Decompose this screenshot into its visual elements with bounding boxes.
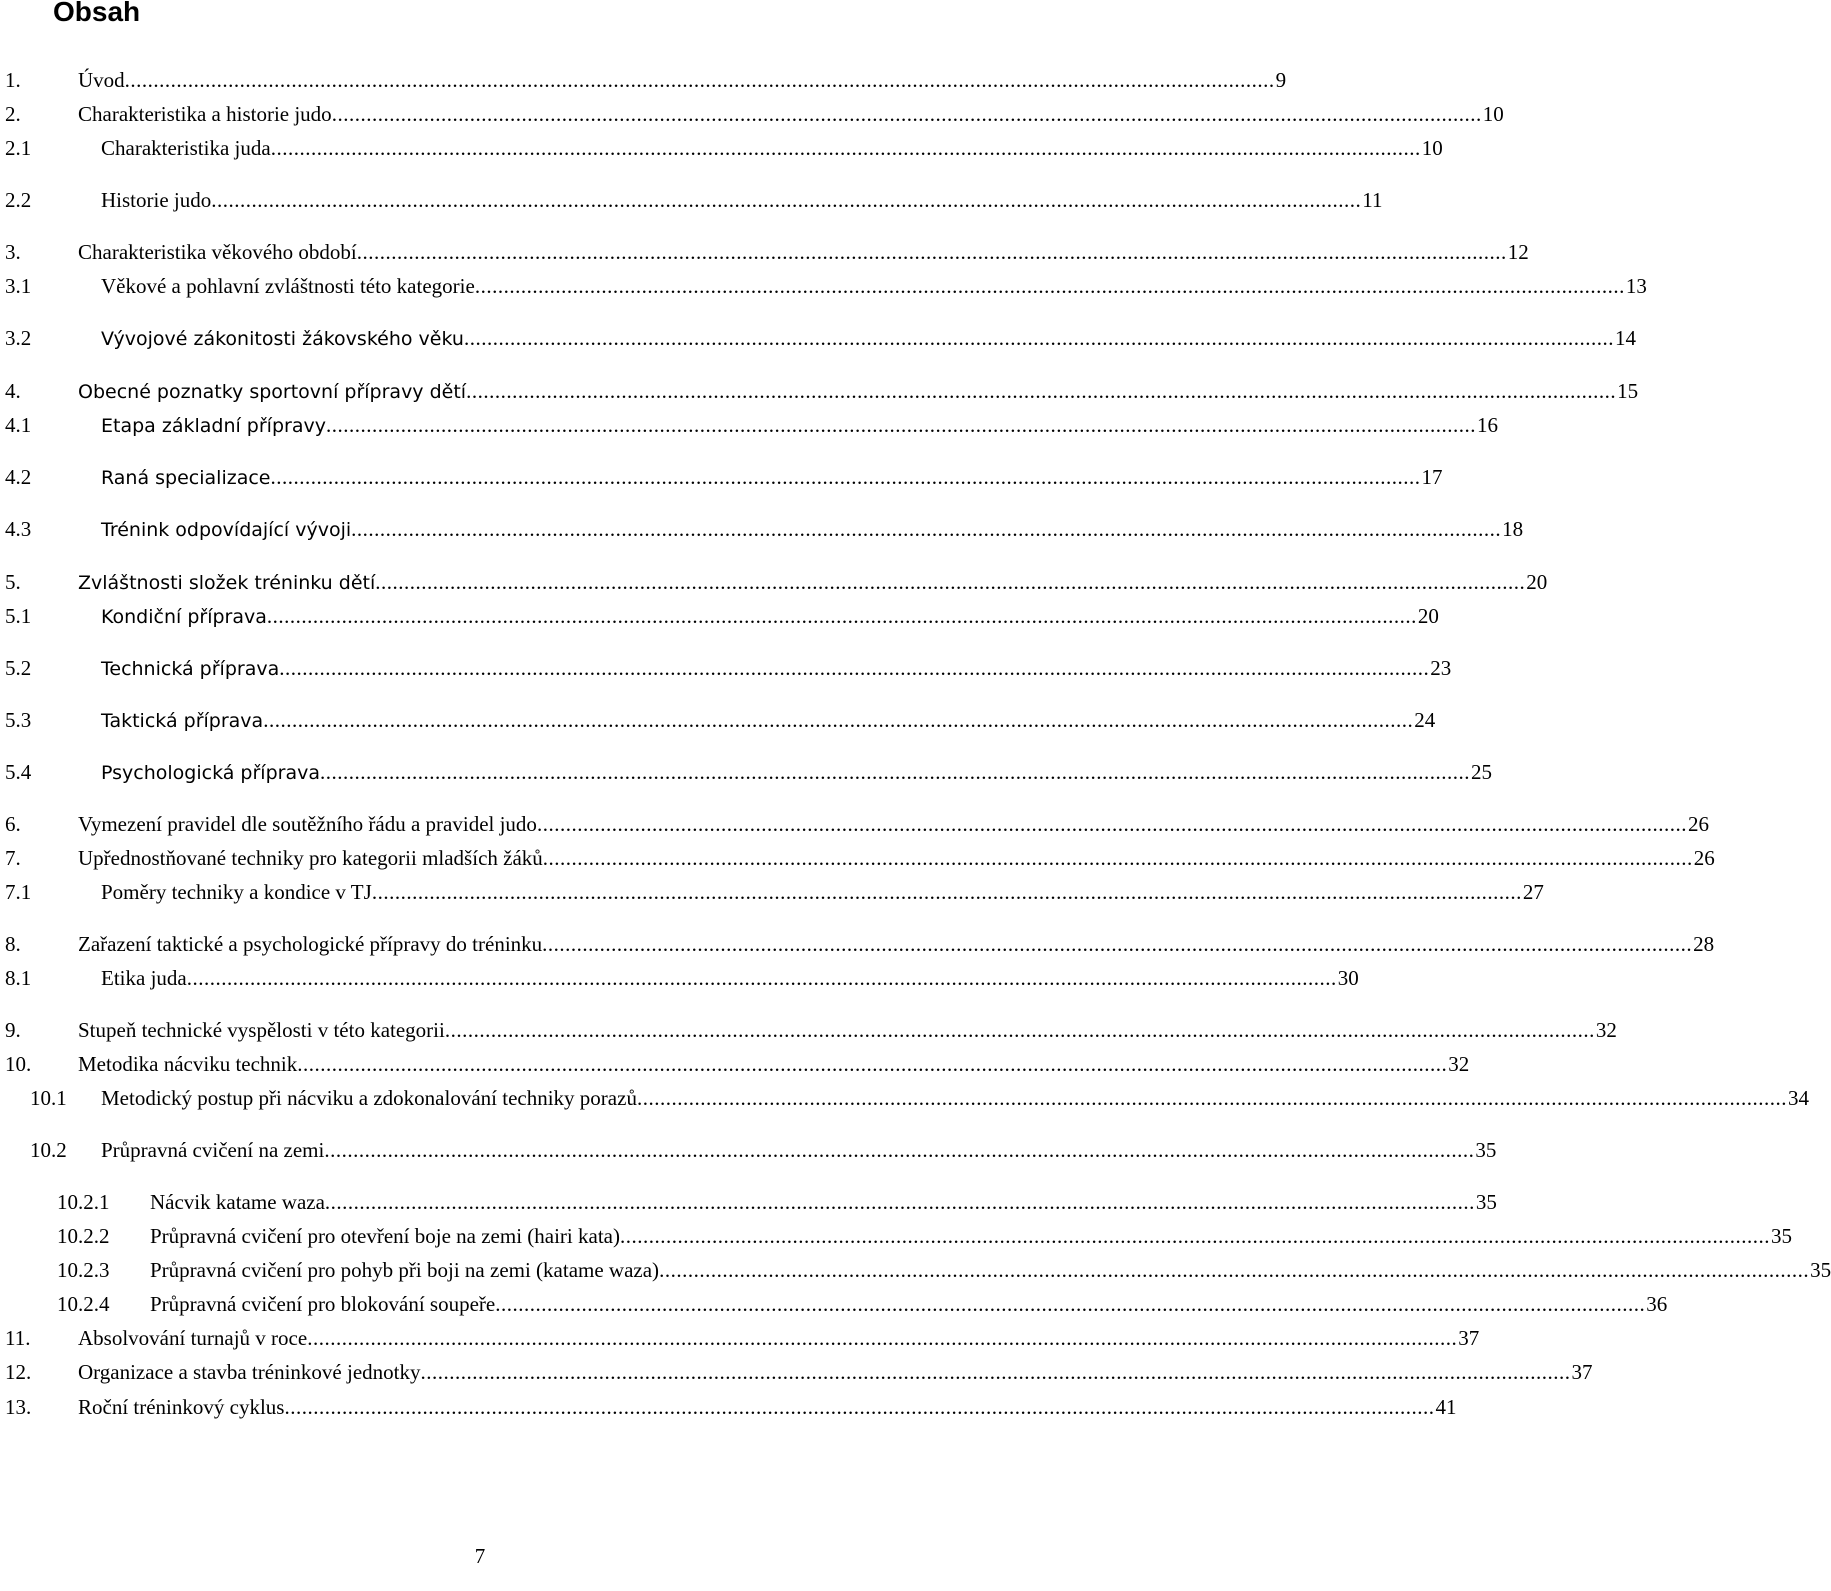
toc-entry-page: 20 <box>1526 570 1548 594</box>
toc-leader-dots: ........................................................................................................................................................................................................ <box>371 880 1522 904</box>
toc-entry-page: 35 <box>1770 1224 1792 1248</box>
toc-entry-number: 10.2 <box>30 1138 67 1162</box>
toc-leader-dots: ........................................................................................................................................................................................................ <box>375 570 1526 594</box>
toc-entry[interactable] <box>0 1256 1831 1284</box>
toc-entry-title: Zvláštnosti složek tréninku dětí <box>78 572 376 594</box>
toc-entry-page: 13 <box>1625 274 1647 298</box>
toc-entry-page: 26 <box>1687 812 1709 836</box>
toc-entry[interactable] <box>0 844 1715 872</box>
toc-leader-dots: ........................................................................................................................................................................................................ <box>474 274 1625 298</box>
toc-leader-dots: ........................................................................................................................................................................................................ <box>186 966 1337 990</box>
toc-entry[interactable] <box>0 602 1439 630</box>
toc-entry[interactable] <box>0 377 1639 405</box>
toc-entry-page: 41 <box>1435 1395 1457 1419</box>
toc-entry-number: 9. <box>5 1018 21 1042</box>
toc-entry-title: Zařazení taktické a psychologické přípravy do tréninku <box>78 932 543 956</box>
toc-entry[interactable] <box>0 930 1715 958</box>
toc-entry-page: 20 <box>1417 604 1439 628</box>
toc-entry-title: Upřednostňované techniky pro kategorii mladších žáků <box>78 846 543 870</box>
toc-leader-dots: ........................................................................................................................................................................................................ <box>263 708 1414 732</box>
toc-entry[interactable] <box>0 1358 1593 1386</box>
toc-entry-title: Charakteristika juda <box>101 136 271 160</box>
toc-entry[interactable] <box>0 706 1436 734</box>
toc-leader-dots: ........................................................................................................................................................................................................ <box>636 1086 1787 1110</box>
page-title: Obsah <box>53 0 141 27</box>
toc-entry-number: 7. <box>5 846 21 870</box>
toc-entry-title: Organizace a stavba tréninkové jednotky <box>78 1360 421 1384</box>
toc-entry-page: 15 <box>1617 379 1639 403</box>
toc-entry-number: 12. <box>5 1360 32 1384</box>
toc-entry-page: 34 <box>1787 1086 1809 1110</box>
toc-leader-dots: ........................................................................................................................................................................................................ <box>356 240 1507 264</box>
toc-entry-number: 10. <box>5 1052 32 1076</box>
toc-leader-dots: ........................................................................................................................................................................................................ <box>463 326 1614 350</box>
toc-leader-dots: ........................................................................................................................................................................................................ <box>270 136 1421 160</box>
toc-entry-title: Průpravná cvičení pro blokování soupeře <box>150 1292 496 1316</box>
toc-leader-dots: ........................................................................................................................................................................................................ <box>542 932 1693 956</box>
toc-leader-dots: ........................................................................................................................................................................................................ <box>536 812 1687 836</box>
toc-leader-dots: ........................................................................................................................................................................................................ <box>307 1326 1458 1350</box>
toc-entry-number: 3.2 <box>5 326 32 350</box>
toc-entry-page: 35 <box>1810 1258 1831 1282</box>
toc-entry[interactable] <box>0 463 1443 491</box>
toc-entry-page: 12 <box>1507 240 1529 264</box>
toc-entry-page: 28 <box>1693 932 1715 956</box>
toc-entry[interactable] <box>0 238 1529 266</box>
toc-entry-page: 37 <box>1458 1326 1480 1350</box>
toc-entry-number: 7.1 <box>5 880 32 904</box>
toc-entry-page: 17 <box>1421 465 1443 489</box>
toc-leader-dots: ........................................................................................................................................................................................................ <box>420 1360 1571 1384</box>
toc-entry-page: 23 <box>1430 656 1452 680</box>
toc-entry-number: 5.4 <box>5 760 32 784</box>
toc-entry-number: 10.1 <box>30 1086 67 1110</box>
toc-entry-title: Vymezení pravidel dle soutěžního řádu a pravidel judo <box>78 812 537 836</box>
toc-entry-number: 3. <box>5 240 21 264</box>
toc-leader-dots: ........................................................................................................................................................................................................ <box>284 1395 1435 1419</box>
toc-entry[interactable] <box>0 515 1524 543</box>
toc-entry-page: 35 <box>1475 1190 1497 1214</box>
toc-entry-title: Etapa základní přípravy <box>101 415 326 437</box>
toc-entry-number: 13. <box>5 1395 32 1419</box>
toc-entry[interactable] <box>0 1016 1617 1044</box>
toc-entry-number: 8. <box>5 932 21 956</box>
toc-entry-number: 10.2.1 <box>57 1190 110 1214</box>
toc-entry-number: 5.2 <box>5 656 32 680</box>
toc-entry-number: 5.1 <box>5 604 32 628</box>
toc-entry[interactable] <box>0 66 1287 94</box>
toc-entry-page: 10 <box>1421 136 1443 160</box>
toc-entry-page: 32 <box>1448 1052 1470 1076</box>
toc-entry-title: Průpravná cvičení na zemi <box>101 1138 325 1162</box>
toc-leader-dots: ........................................................................................................................................................................................................ <box>319 760 1470 784</box>
toc-entry-title: Historie judo <box>101 188 212 212</box>
toc-entry-number: 10.2.3 <box>57 1258 110 1282</box>
toc-entry[interactable] <box>0 1188 1497 1216</box>
toc-entry[interactable] <box>0 1324 1480 1352</box>
toc-leader-dots: ........................................................................................................................................................................................................ <box>351 517 1502 541</box>
toc-entry-title: Trénink odpovídající vývoji <box>101 519 352 541</box>
toc-entry-page: 37 <box>1571 1360 1593 1384</box>
toc-entry-title: Charakteristika a historie judo <box>78 102 332 126</box>
toc-leader-dots: ........................................................................................................................................................................................................ <box>297 1052 1448 1076</box>
toc-entry-title: Stupeň technické vyspělosti v této kategorii <box>78 1018 445 1042</box>
toc-entry-page: 9 <box>1275 68 1287 92</box>
toc-entry-title: Kondiční příprava <box>101 606 267 628</box>
toc-entry-number: 6. <box>5 812 21 836</box>
toc-entry-number: 11. <box>5 1326 31 1350</box>
toc-entry-number: 4. <box>5 379 21 403</box>
toc-entry[interactable] <box>0 411 1498 439</box>
toc-leader-dots: ........................................................................................................................................................................................................ <box>270 465 1421 489</box>
toc-leader-dots: ........................................................................................................................................................................................................ <box>124 68 1275 92</box>
toc-entry-title: Poměry techniky a kondice v TJ <box>101 880 372 904</box>
toc-entry-number: 8.1 <box>5 966 32 990</box>
toc-leader-dots: ........................................................................................................................................................................................................ <box>324 1138 1475 1162</box>
toc-entry[interactable] <box>0 964 1359 992</box>
toc-entry[interactable] <box>0 1393 1457 1421</box>
toc-entry-page: 14 <box>1614 326 1636 350</box>
toc-entry-title: Raná specializace <box>101 467 271 489</box>
toc-entry-number: 3.1 <box>5 274 32 298</box>
toc-leader-dots: ........................................................................................................................................................................................................ <box>266 604 1417 628</box>
toc-entry-page: 18 <box>1502 517 1524 541</box>
toc-leader-dots: ........................................................................................................................................................................................................ <box>619 1224 1770 1248</box>
toc-entry-page: 26 <box>1693 846 1715 870</box>
toc-leader-dots: ........................................................................................................................................................................................................ <box>325 413 1476 437</box>
toc-entry-title: Vývojové zákonitosti žákovského věku <box>101 328 464 350</box>
toc-entry-number: 4.2 <box>5 465 32 489</box>
toc-entry-title: Technická příprava <box>101 658 280 680</box>
toc-entry-title: Průpravná cvičení pro pohyb při boji na zemi (katame waza) <box>150 1258 660 1282</box>
toc-entry-page: 25 <box>1470 760 1492 784</box>
toc-entry-title: Etika juda <box>101 966 187 990</box>
toc-entry-page: 11 <box>1362 188 1383 212</box>
toc-entry-number: 1. <box>5 68 21 92</box>
toc-entry-page: 27 <box>1522 880 1544 904</box>
toc-entry[interactable] <box>0 186 1383 214</box>
toc-leader-dots: ........................................................................................................................................................................................................ <box>211 188 1362 212</box>
toc-entry-title: Roční tréninkový cyklus <box>78 1395 285 1419</box>
toc-entry-page: 10 <box>1482 102 1504 126</box>
toc-entry-number: 5. <box>5 570 21 594</box>
toc-entry[interactable] <box>0 1136 1497 1164</box>
toc-entry-number: 2.2 <box>5 188 32 212</box>
toc-entry-number: 2.1 <box>5 136 32 160</box>
toc-entry-title: Nácvik katame waza <box>150 1190 325 1214</box>
toc-leader-dots: ........................................................................................................................................................................................................ <box>324 1190 1475 1214</box>
toc-leader-dots: ........................................................................................................................................................................................................ <box>659 1258 1810 1282</box>
toc-leader-dots: ........................................................................................................................................................................................................ <box>444 1018 1595 1042</box>
toc-entry[interactable] <box>0 1084 1809 1112</box>
toc-leader-dots: ........................................................................................................................................................................................................ <box>542 846 1693 870</box>
toc-entry[interactable] <box>0 1222 1792 1250</box>
toc-entry-title: Psychologická příprava <box>101 762 320 784</box>
toc-entry-number: 5.3 <box>5 708 32 732</box>
toc-leader-dots: ........................................................................................................................................................................................................ <box>331 102 1482 126</box>
toc-entry-title: Úvod <box>78 68 125 92</box>
toc-entry-page: 32 <box>1595 1018 1617 1042</box>
toc-entry-page: 30 <box>1337 966 1359 990</box>
toc-leader-dots: ........................................................................................................................................................................................................ <box>466 379 1617 403</box>
toc-leader-dots: ........................................................................................................................................................................................................ <box>279 656 1430 680</box>
toc-leader-dots: ........................................................................................................................................................................................................ <box>495 1292 1646 1316</box>
toc-entry-number: 4.1 <box>5 413 32 437</box>
toc-entry-number: 4.3 <box>5 517 32 541</box>
toc-entry[interactable] <box>0 1290 1668 1318</box>
toc-entry-title: Věkové a pohlavní zvláštnosti této kategorie <box>101 274 475 298</box>
toc-entry[interactable] <box>0 272 1647 300</box>
toc-entry-title: Průpravná cvičení pro otevření boje na zemi (hairi kata) <box>150 1224 620 1248</box>
toc-entry-title: Metodický postup při nácviku a zdokonalování techniky porazů <box>101 1086 637 1110</box>
toc-entry-page: 35 <box>1475 1138 1497 1162</box>
toc-entry-title: Metodika nácviku technik <box>78 1052 298 1076</box>
toc-entry-title: Obecné poznatky sportovní přípravy dětí <box>78 381 467 403</box>
page-number: 7 <box>474 1544 486 1568</box>
toc-entry-number: 10.2.2 <box>57 1224 110 1248</box>
toc-entry[interactable] <box>0 758 1492 786</box>
toc-entry-title: Absolvování turnajů v roce <box>78 1326 308 1350</box>
toc-entry[interactable] <box>0 134 1443 162</box>
toc-entry[interactable] <box>0 654 1452 682</box>
toc-entry[interactable] <box>0 1050 1470 1078</box>
toc-entry[interactable] <box>0 100 1504 128</box>
toc-entry-page: 24 <box>1414 708 1436 732</box>
toc-entry[interactable] <box>0 878 1544 906</box>
toc-entry-title: Charakteristika věkového období <box>78 240 357 264</box>
toc-entry[interactable] <box>0 324 1636 352</box>
toc-entry-page: 36 <box>1646 1292 1668 1316</box>
toc-entry[interactable] <box>0 810 1709 838</box>
toc-entry-page: 16 <box>1476 413 1498 437</box>
toc-entry-title: Taktická příprava <box>101 710 264 732</box>
toc-entry-number: 10.2.4 <box>57 1292 110 1316</box>
toc-entry-number: 2. <box>5 102 21 126</box>
toc-entry[interactable] <box>0 568 1548 596</box>
